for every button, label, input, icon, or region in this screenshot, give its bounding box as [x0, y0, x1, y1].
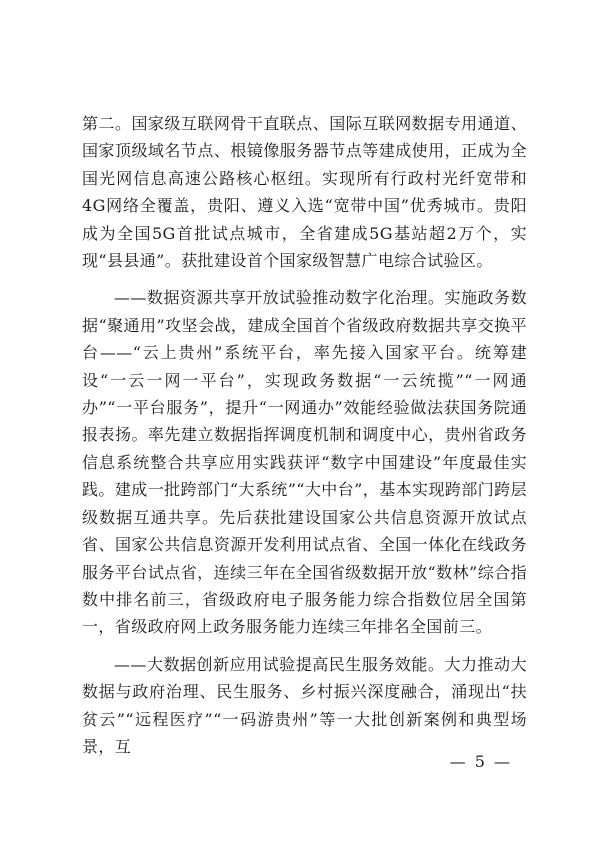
page-number: — 5 — [449, 752, 512, 771]
paragraph-2: ——数据资源共享开放试验推动数字化治理。实施政务数据“聚通用”攻坚会战，建成全国首个省级政府数据共享交换平台——“云上贵州”系统平台，率先接入国家平台。统筹建设“一云一网一平台”，实现政务数据“一云统揽”“一网通办”“一平台服务”，提升“一网通办”效能经验做法获国务院通报表扬。率先建立数据指挥调度机制和调度中心，贵州省政务信息系统整合共享应用实践获评“数字中国建设”年度最佳实践。建成一批跨部门“大系统”“大中台”，基本实现跨部门跨层级数据互通共享。先后获批建设国家公共信息资源开放试点省、国家公共信息资源开发利用试点省、全国一体化在线政务服务平台试点省，连续三年在全国省级数据开放“数林”综合指数中排名前三，省级政府电子服务能力综合指数位居全国第一，省级政府网上政务服务能力连续三年排名全国前三。 [82, 288, 527, 637]
paragraph-3: ——大数据创新应用试验提高民生服务效能。大力推动大数据与政府治理、民生服务、乡村振兴深度融合，涌现出“扶贫云”“远程医疗”“一码游贵州”等一大批创新案例和典型场景，互 [82, 654, 527, 756]
paragraph-1: 第二。国家级互联网骨干直联点、国际互联网数据专用通道、国家顶级域名节点、根镜像服务器节点等建成使用，正成为全国光网信息高速公路核心枢纽。实现所有行政村光纤宽带和4G网络全覆盖，贵阳、遵义入选“宽带中国”优秀城市。贵阳成为全国5G首批试点城市，全省建成5G基站超2万个，实现“县县通”。获批建设首个国家级智慧广电综合试验区。 [82, 114, 527, 271]
document-body [82, 110, 527, 760]
